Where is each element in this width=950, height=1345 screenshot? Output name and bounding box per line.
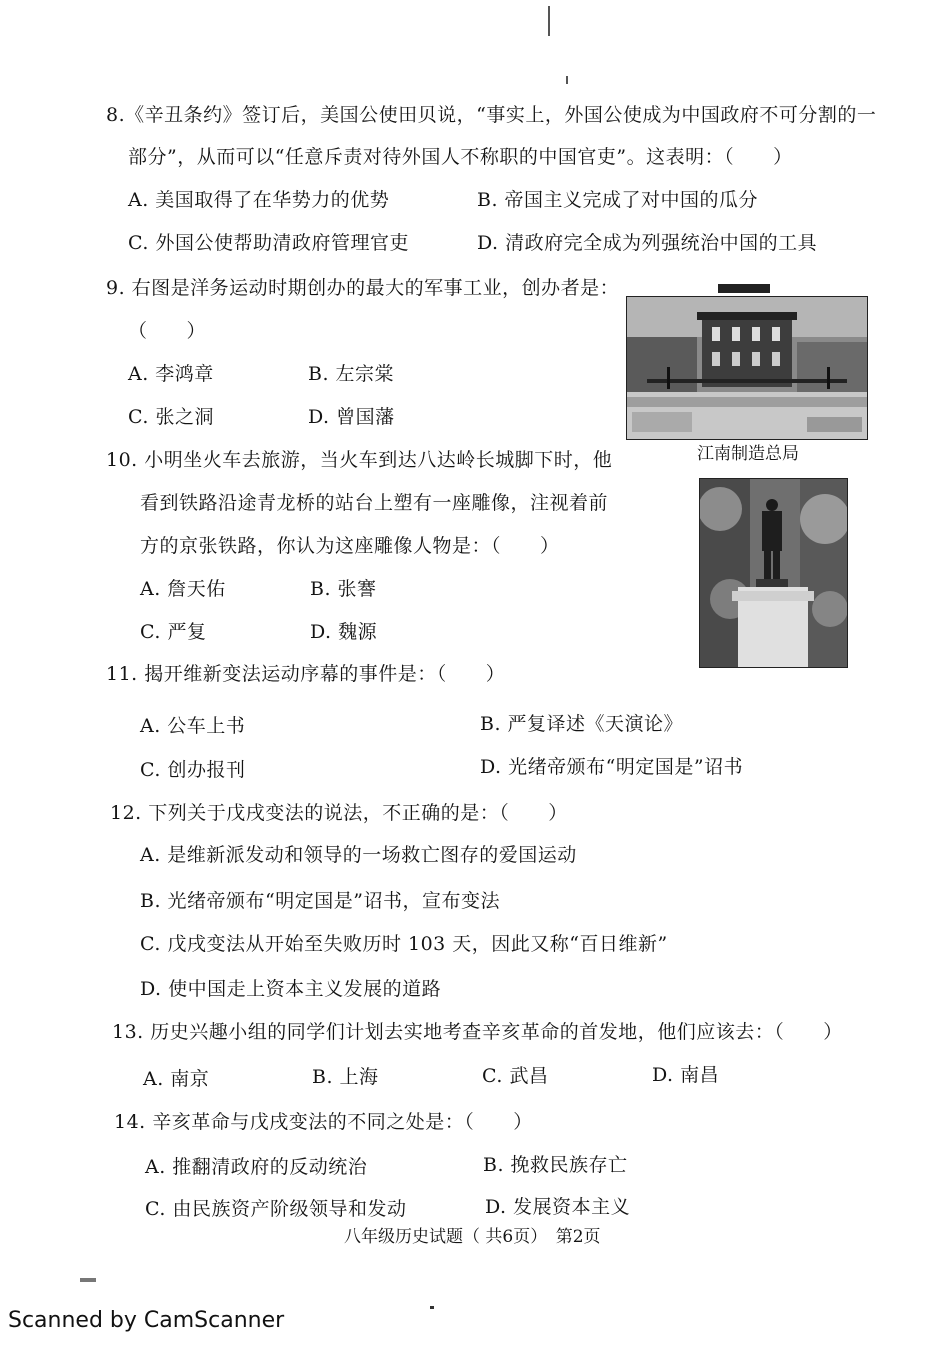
q9-option-d: D. 曾国藩 xyxy=(308,406,395,428)
photo-title-strip xyxy=(718,284,770,293)
q14-option-b: B. 挽救民族存亡 xyxy=(483,1154,628,1176)
q10-option-c: C. 严复 xyxy=(140,621,207,643)
q13-option-b: B. 上海 xyxy=(312,1066,379,1088)
page-footer: 八年级历史试题（ 共6页） 第2页 xyxy=(344,1227,601,1247)
q8-option-a: A. 美国取得了在华势力的优势 xyxy=(128,189,390,211)
scan-mark xyxy=(80,1278,96,1282)
q9-option-c: C. 张之洞 xyxy=(128,406,214,428)
camscanner-watermark: Scanned by CamScanner xyxy=(8,1308,285,1333)
q9-option-a: A. 李鸿章 xyxy=(128,363,214,385)
jiangnan-arsenal-photo xyxy=(626,296,868,440)
q12-stem-line1: 12. 下列关于戊戌变法的说法，不正确的是：（ ） xyxy=(110,802,568,824)
q10-option-d: D. 魏源 xyxy=(310,621,378,643)
jiangnan-arsenal-image xyxy=(627,297,867,439)
jiangnan-caption: 江南制造总局 xyxy=(697,444,799,464)
q11-option-c: C. 创办报刊 xyxy=(140,759,246,781)
q8-option-d: D. 清政府完全成为列强统治中国的工具 xyxy=(477,232,818,254)
scan-mark xyxy=(548,6,550,36)
q12-option-a: A. 是维新派发动和领导的一场救亡图存的爱国运动 xyxy=(140,844,577,866)
q11-option-a: A. 公车上书 xyxy=(140,715,246,737)
statue-image xyxy=(700,479,847,667)
statue-photo xyxy=(699,478,848,668)
q11-stem-line1: 11. 揭开维新变法运动序幕的事件是：（ ） xyxy=(106,663,506,685)
q8-stem-line1: 8.《辛丑条约》签订后，美国公使田贝说，“事实上，外国公使成为中国政府不可分割的一 xyxy=(106,104,877,126)
q13-stem-line1: 13. 历史兴趣小组的同学们计划去实地考查辛亥革命的首发地，他们应该去：（ ） xyxy=(112,1021,843,1043)
q12-option-c: C. 戊戌变法从开始至失败历时 103 天，因此又称“百日维新” xyxy=(140,933,668,955)
q14-option-c: C. 由民族资产阶级领导和发动 xyxy=(145,1198,407,1220)
q12-option-d: D. 使中国走上资本主义发展的道路 xyxy=(140,978,442,1000)
q8-option-c: C. 外国公使帮助清政府管理官吏 xyxy=(128,232,409,254)
q10-stem-line1: 10. 小明坐火车去旅游，当火车到达八达岭长城脚下时，他 xyxy=(106,449,613,471)
q13-option-d: D. 南昌 xyxy=(652,1064,720,1086)
scan-mark xyxy=(430,1306,434,1309)
q10-stem-line2: 看到铁路沿途青龙桥的站台上塑有一座雕像，注视着前 xyxy=(140,492,609,514)
q13-option-a: A. 南京 xyxy=(143,1068,210,1090)
q11-option-d: D. 光绪帝颁布“明定国是”诏书 xyxy=(480,756,744,778)
q10-option-a: A. 詹天佑 xyxy=(140,578,226,600)
q10-option-b: B. 张謇 xyxy=(310,578,377,600)
q14-option-d: D. 发展资本主义 xyxy=(485,1196,631,1218)
q10-stem-line3: 方的京张铁路，你认为这座雕像人物是：（ ） xyxy=(140,535,560,557)
q8-stem-line2: 部分”，从而可以“任意斥责对待外国人不称职的中国官吏”。这表明：（ ） xyxy=(128,146,793,168)
q9-stem-line1: 9. 右图是洋务运动时期创办的最大的军事工业，创办者是： xyxy=(106,277,620,299)
scan-mark xyxy=(566,76,568,84)
q14-stem-line1: 14. 辛亥革命与戊戌变法的不同之处是：（ ） xyxy=(114,1111,533,1133)
q8-option-b: B. 帝国主义完成了对中国的瓜分 xyxy=(477,189,759,211)
q11-option-b: B. 严复译述《天演论》 xyxy=(480,713,684,735)
q14-option-a: A. 推翻清政府的反动统治 xyxy=(145,1156,368,1178)
q9-stem-line2: （ ） xyxy=(128,320,207,342)
q12-option-b: B. 光绪帝颁布“明定国是”诏书，宣布变法 xyxy=(140,890,500,912)
q9-option-b: B. 左宗棠 xyxy=(308,363,395,385)
q13-option-c: C. 武昌 xyxy=(482,1065,549,1087)
